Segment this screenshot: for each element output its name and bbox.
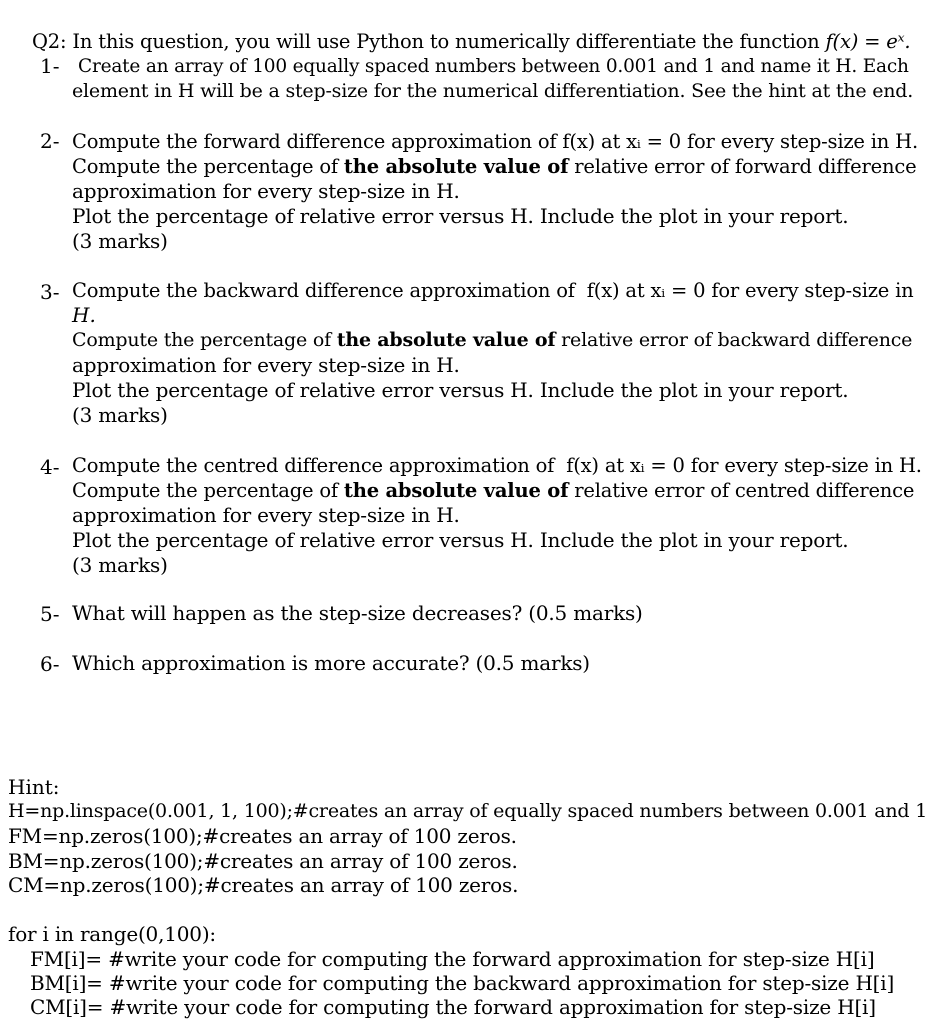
item-3-marks: (3 marks): [72, 403, 168, 427]
hint-code-line-1: H=np.linspace(0.001, 1, 100);#creates an array of equally spaced numbers between 0.001 and 1: [8, 800, 928, 822]
item-2-line-3: approximation for every step-size in H.: [72, 179, 460, 203]
item-2-line-4: Plot the percentage of relative error versus H. Include the plot in your report.: [72, 204, 849, 228]
item-3-line-2-post: relative error of backward difference: [555, 329, 913, 351]
item-3-line-2: [72, 328, 912, 353]
item-1-line-2: element in H will be a step-size for the numerical differentiation. See the hint at the end.: [72, 80, 914, 102]
item-3-line-4: Plot the percentage of relative error versus H. Include the plot in your report.: [72, 378, 849, 402]
item-3-line-3: approximation for every step-size in H.: [72, 353, 460, 377]
item-3-line-1b: H.: [72, 303, 96, 327]
hint-code-line-3: BM=np.zeros(100);#creates an array of 100 zeros.: [8, 849, 518, 873]
item-4-number: 4-: [40, 455, 60, 479]
item-2-marks: (3 marks): [72, 229, 168, 253]
item-4-line-1: Compute the centred difference approximation of f(x) at xᵢ = 0 for every step-size in H.: [72, 454, 922, 477]
item-2-line-1: Compute the forward difference approximation of f(x) at xᵢ = 0 for every step-size in H.: [72, 130, 918, 153]
item-3-line-2-bold: the absolute value of: [336, 329, 556, 351]
hint-loop-body-1: FM[i]= #write your code for computing the forward approximation for step-size H[i]: [30, 947, 875, 971]
item-6-number: 6-: [40, 652, 60, 676]
item-4-marks: (3 marks): [72, 553, 168, 577]
hint-code-line-4: CM=np.zeros(100);#creates an array of 100 zeros.: [8, 873, 519, 897]
item-5-text: What will happen as the step-size decreases? (0.5 marks): [72, 601, 643, 625]
hint-loop: for i in range(0,100):: [8, 922, 216, 946]
item-4-line-2-pre: Compute the percentage of: [72, 479, 344, 502]
hint-loop-body-2: BM[i]= #write your code for computing the backward approximation for step-size H[i]: [30, 971, 895, 995]
item-3-line-1: Compute the backward difference approximation of f(x) at xᵢ = 0 for every step-size in: [72, 279, 914, 302]
item-2-number: 2-: [40, 129, 60, 153]
item-1-number: 1-: [40, 54, 60, 78]
item-1-line-1: Create an array of 100 equally spaced numbers between 0.001 and 1 and name it H. Each: [78, 56, 909, 77]
item-2-line-2-post: relative error of forward difference: [568, 155, 917, 178]
item-2-line-2: [72, 154, 916, 179]
item-4-line-3: approximation for every step-size in H.: [72, 503, 460, 527]
item-3-line-2-pre: Compute the percentage of: [72, 329, 337, 351]
item-2-line-2-bold: the absolute value of: [343, 155, 569, 178]
item-4-line-2-post: relative error of centred difference: [568, 479, 915, 502]
item-3-number: 3-: [40, 280, 60, 304]
item-5-number: 5-: [40, 602, 60, 626]
question-intro: Q2: In this question, you will use Python to numerically differentiate the function: [32, 30, 820, 53]
question-function: f(x) = eˣ.: [825, 30, 911, 53]
hint-code-line-2: FM=np.zeros(100);#creates an array of 100 zeros.: [8, 824, 517, 848]
item-4-line-4: Plot the percentage of relative error versus H. Include the plot in your report.: [72, 528, 849, 552]
hint-loop-body-3: CM[i]= #write your code for computing the forward approximation for step-size H[i]: [30, 995, 876, 1019]
item-4-line-2-bold: the absolute value of: [343, 479, 569, 502]
item-4-line-2: [72, 478, 914, 503]
item-6-text: Which approximation is more accurate? (0.5 marks): [72, 651, 590, 675]
hint-title: Hint:: [8, 775, 60, 799]
item-2-line-2-pre: Compute the percentage of: [72, 155, 344, 178]
